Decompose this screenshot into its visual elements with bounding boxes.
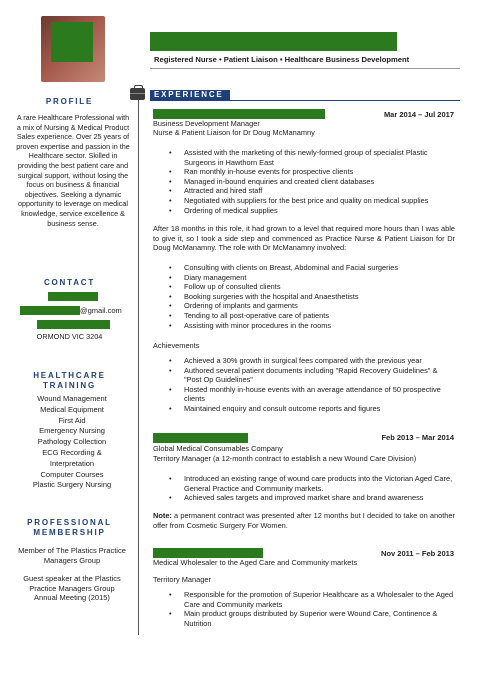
list-item: • Follow up of consulted clients — [169, 282, 455, 292]
list-item: • Assisting with minor procedures in the rooms — [169, 321, 455, 331]
list-item: • Booking surgeries with the hospital and Anaesthetists — [169, 292, 455, 302]
email-redaction — [20, 306, 80, 315]
experience-heading: EXPERIENCE — [154, 90, 224, 99]
job1-company-redaction — [153, 109, 325, 119]
list-item: • Introduced an existing range of wound care products into the Victorian Aged Care, General Practice and Community markets. — [169, 474, 455, 493]
list-item: • Achieved a 30% growth in surgical fees compared with the previous year — [169, 356, 455, 366]
list-item: • Maintained enquiry and consult outcome reports and figures — [169, 404, 455, 414]
training-list — [0, 394, 144, 491]
job2-note-text: a permanent contract was presented after 12 months but I decided to take on another offer from Cosmetic Surgery For Women. — [153, 511, 455, 530]
job3-employer-redaction — [153, 548, 263, 558]
job2-employer-redaction — [153, 433, 248, 443]
list-item: • Negotiated with suppliers for the best price and quality on medical supplies — [169, 196, 455, 206]
sidebar — [0, 0, 139, 681]
training-item: Medical Equipment — [40, 404, 104, 414]
job1-achievements-label: Achievements — [153, 341, 200, 350]
experience-rule — [150, 100, 460, 101]
job3-bullets — [169, 590, 455, 628]
list-item: • Main product groups distributed by Superior were Wound Care, Continence & Nutrition — [169, 609, 455, 628]
profile-photo — [41, 16, 105, 82]
list-item: • Diary management — [169, 273, 455, 283]
street-redaction — [37, 320, 110, 329]
membership-heading-line2: MEMBERSHIP — [33, 528, 106, 537]
training-heading-line2: TRAINING — [42, 381, 97, 390]
job2-note — [153, 511, 455, 530]
training-heading-line1: HEALTHCARE — [33, 371, 106, 380]
list-item: • Attracted and hired staff — [169, 186, 455, 196]
job1-bullets-2 — [169, 263, 455, 330]
list-item: • Assisted with the marketing of this newly-formed group of specialist Plastic Surgeons in Hawthorn East — [169, 148, 455, 167]
list-item: • Managed in-bound enquiries and created client databases — [169, 177, 455, 187]
job2-date: Feb 2013 – Mar 2014 — [381, 433, 454, 442]
job1-achievements — [169, 356, 455, 414]
job3-company: Medical Wholesaler to the Aged Care and Community markets — [153, 558, 358, 567]
training-item: First Aid — [58, 415, 86, 425]
membership-item-2: Guest speaker at the Plastics Practice Managers Group Annual Meeting (2015) — [23, 574, 121, 603]
training-item: Plastic Surgery Nursing — [32, 480, 112, 490]
phone-redaction — [48, 292, 98, 301]
job1-paragraph: After 18 months in this role, it had grown to a level that required more hours than I was able to give it, so I took a side step and commenced as Practice Nurse & Patient Liaison for Dr Doug McManamny. The role with Dr McManamny involved: — [153, 224, 455, 253]
job1-subtitle: Nurse & Patient Liaison for Dr Doug McManamny — [153, 128, 315, 137]
training-item: Pathology Collection — [37, 437, 107, 447]
job1-bullets — [169, 148, 455, 215]
job2-title: Territory Manager (a 12-month contract to establish a new Wound Care Division) — [153, 454, 417, 463]
column-divider — [138, 98, 139, 635]
job3-date: Nov 2011 – Feb 2013 — [381, 549, 454, 558]
job3-title: Territory Manager — [153, 575, 211, 584]
training-item: ECG Recording & — [42, 447, 102, 457]
membership-heading-line1: PROFESSIONAL — [27, 518, 112, 527]
photo-redaction — [51, 22, 93, 62]
training-item: Emergency Nursing — [39, 426, 105, 436]
list-item: • Responsible for the promotion of Superior Healthcare as a Wholesaler to the Aged Care and Community markets — [169, 590, 455, 609]
name-redaction — [150, 32, 397, 51]
list-item: • Ordering of medical supplies — [169, 206, 455, 216]
list-item: • Consulting with clients on Breast, Abdominal and Facial surgeries — [169, 263, 455, 273]
training-item: Computer Courses — [40, 469, 104, 479]
job2-note-label: Note: — [153, 511, 172, 520]
profile-text: A rare Healthcare Professional with a mix of Nursing & Medical Product Sales experience. Over 25 years of proven expertise and passion in the Healthcare sector. Skilled in providing the best patient care and surgical support, without losing the focus on business & financial objectives. Seeking a dynamic opportunity to leverage on medical knowledge, service excellence & business sense. — [16, 113, 130, 228]
list-item: • Authored several patient documents including "Rapid Recovery Guidelines" & "Post Op Guidelines" — [169, 366, 455, 385]
contact-address: ORMOND VIC 3204 — [36, 332, 103, 341]
list-item: • Ran monthly in-house events for prospective clients — [169, 167, 455, 177]
job2-company: Global Medical Consumables Company — [153, 444, 283, 453]
briefcase-icon — [130, 88, 145, 100]
training-item: Wound Management — [37, 394, 107, 403]
header-rule — [150, 68, 460, 69]
job1-title: Business Development Manager — [153, 119, 260, 128]
email-suffix: @gmail.com — [80, 306, 122, 315]
tagline: Registered Nurse • Patient Liaison • Healthcare Business Development — [154, 55, 410, 64]
contact-heading: CONTACT — [43, 278, 96, 287]
job2-bullets — [169, 474, 455, 503]
list-item: • Hosted monthly in-house events with an average attendance of 50 prospective clients — [169, 385, 455, 404]
list-item: • Achieved sales targets and improved market share and brand awareness — [169, 493, 455, 503]
profile-heading: PROFILE — [45, 97, 94, 106]
membership-item-1: Member of The Plastics Practice Managers Group — [18, 546, 126, 565]
list-item: • Ordering of implants and garments — [169, 301, 455, 311]
job1-date: Mar 2014 – Jul 2017 — [383, 110, 454, 119]
list-item: • Tending to all post-operative care of patients — [169, 311, 455, 321]
training-item: Interpretation — [49, 458, 95, 468]
